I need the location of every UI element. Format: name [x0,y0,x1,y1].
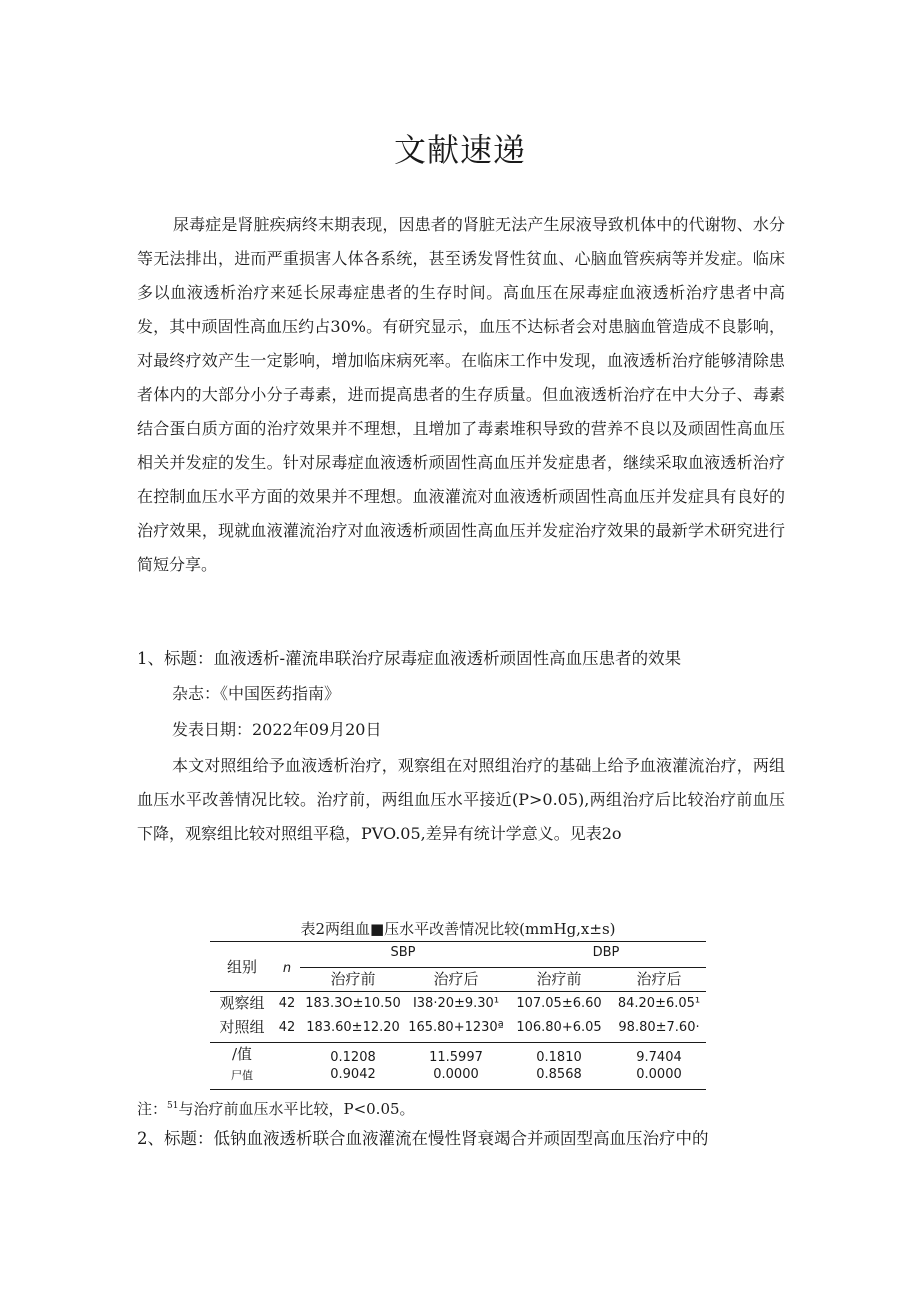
row-2-n: 42 [278,1020,296,1035]
stat-p-sbp-before: 0.9042 [330,1067,376,1082]
page-title: 文献速递 [393,131,526,169]
article-1-journal: 杂志：《中国医药指南》 [172,684,341,703]
table-subheader-rule [300,967,706,968]
stat-t-sbp-before: 0.1208 [330,1050,376,1065]
row-1-sbp-after: I38·20±9.30¹ [412,996,500,1011]
header-dbp: DBP [592,945,620,960]
row-2-group: 对照组 [219,1018,265,1036]
table-note [137,1093,415,1122]
article-1-summary: 本文对照组给予血液透析治疗，观察组在对照组治疗的基础上给予血液灌流治疗，两组血压水平改善情况比较。治疗前，两组血压水平接近(P>0.05),两组治疗后比较治疗前血压下降，观察组比较对照组平稳，PVO.05,差异有统计学意义。见表2o [137,756,785,843]
table-caption: 表2两组血■压水平改善情况比较(mmHg,x±s) [300,920,616,938]
row-1-n: 42 [278,996,296,1011]
stat-p-sbp-after: 0.0000 [433,1067,479,1082]
article-1-title: 1、标题：血液透析-灌流串联治疗尿毒症血液透析顽固性高血压患者的效果 [137,649,682,668]
article-1-date: 发表日期：2022年09月20日 [172,720,382,739]
row-2-sbp-after: 165.80+1230ª [408,1020,504,1035]
article-2-title: 2、标题：低钠血液透析联合血液灌流在慢性肾衰竭合并顽固型高血压治疗中的 [137,1129,709,1148]
stat-p-label: 尸值 [231,1069,253,1082]
header-n: n [282,961,292,976]
row-1-sbp-before: 183.3O±10.50 [305,996,401,1011]
note-superscript: 51 [167,1101,179,1111]
row-1-dbp-before: 107.05±6.60 [516,996,602,1011]
row-2-dbp-before: 106.80+6.05 [516,1020,602,1035]
stat-t-label: /值 [231,1045,253,1063]
row-1-dbp-after: 84.20±6.05¹ [617,996,701,1011]
header-sbp: SBP [390,945,416,960]
intro-paragraph: 尿毒症是肾脏疾病终末期表现，因患者的肾脏无法产生尿液导致机体中的代谢物、水分等无法排出，进而严重损害人体各系统，甚至诱发肾性贫血、心脑血管疾病等并发症。临床多以血液透析治疗来延长尿毒症患者的生存时间。高血压在尿毒症血液透析治疗患者中高发，其中顽固性高血压约占30%。有研究显示，血压不达标者会对患脑血管造成不良影响，对最终疗效产生一定影响，增加临床病死率。在临床工作中发现，血液透析治疗能够清除患者体内的大部分小分子毒素，进而提高患者的生存质量。但血液透析治疗在中大分子、毒素结合蛋白质方面的治疗效果并不理想，且增加了毒素堆积导致的营养不良以及顽固性高血压相关并发症的发生。针对尿毒症血液透析顽固性高血压并发症患者，继续采取血液透析治疗在控制血压水平方面的效果并不理想。血液灌流对血液透析顽固性高血压并发症具有良好的治疗效果，现就血液灌流治疗对血液透析顽固性高血压并发症治疗效果的最新学术研究进行简短分享。 [137,215,785,574]
header-dbp-before: 治疗前 [536,970,582,988]
row-1-group: 观察组 [219,994,265,1012]
header-sbp-after: 治疗后 [433,970,479,988]
note-prefix: 注： [137,1100,168,1118]
stat-t-dbp-before: 0.1810 [536,1050,582,1065]
table-top-rule [210,941,706,942]
stat-p-dbp-after: 0.0000 [636,1067,682,1082]
row-2-sbp-before: 183.60±12.20 [306,1020,400,1035]
header-dbp-after: 治疗后 [636,970,682,988]
table-body-rule [210,1042,706,1043]
table-header-rule [210,991,706,992]
note-text: 与治疗前血压水平比较，P<0.05。 [178,1100,415,1118]
table-bottom-rule [210,1089,706,1090]
stat-t-sbp-after: 11.5997 [429,1050,483,1065]
header-group: 组别 [226,958,257,976]
header-sbp-before: 治疗前 [330,970,376,988]
stat-t-dbp-after: 9.7404 [636,1050,682,1065]
row-2-dbp-after: 98.80±7.60· [618,1020,700,1035]
stat-p-dbp-before: 0.8568 [536,1067,582,1082]
